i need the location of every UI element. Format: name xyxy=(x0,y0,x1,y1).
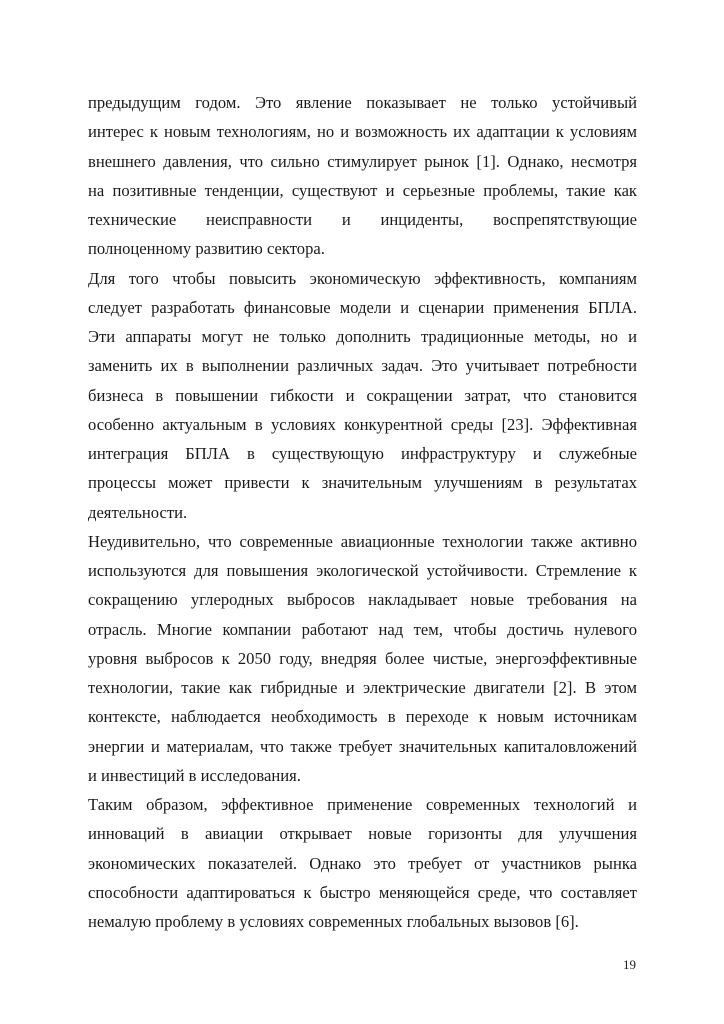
text-line: заменить их в выполнении различных задач. Это учитывает потребности xyxy=(88,356,637,376)
text-line: и инвестиций в исследования. xyxy=(88,765,301,785)
text-line: уровня выбросов к 2050 году, внедряя более чистые, энергоэффективные xyxy=(88,648,637,668)
text-line: интерес к новым технологиям, но и возможность их адаптации к условиям xyxy=(88,122,637,142)
text-line: экономических показателей. Однако это требует от участников рынка xyxy=(88,853,637,873)
text-line: отрасль. Многие компании работают над тем, чтобы достичь нулевого xyxy=(88,619,637,639)
text-line: инноваций в авиации открывает новые горизонты для улучшения xyxy=(88,824,637,844)
text-line: особенно актуальным в условиях конкурентной среды [23]. Эффективная xyxy=(88,414,637,434)
text-line: используются для повышения экологической устойчивости. Стремление к xyxy=(88,561,637,580)
text-line: процессы может привести к значительным улучшениям в результатах xyxy=(88,473,637,493)
text-line: Для того чтобы повысить экономическую эффективность, компаниям xyxy=(88,268,637,288)
text-line: технические неисправности и инциденты, воспрепятствующие xyxy=(88,210,637,229)
text-line: следует разработать финансовые модели и сценарии применения БПЛА. xyxy=(88,297,637,317)
page-number: 19 xyxy=(623,957,636,972)
text-line: немалую проблему в условиях современных глобальных вызовов [6]. xyxy=(88,912,579,931)
text-line: полноценному развитию сектора. xyxy=(88,239,325,259)
text-line: Неудивительно, что современные авиационные технологии также активно xyxy=(88,531,637,551)
text-line: способности адаптироваться к быстро меняющейся среде, что составляет xyxy=(88,882,637,902)
text-line: сокращению углеродных выбросов накладывает новые требования на xyxy=(88,590,637,610)
text-line: предыдущим годом. Это явление показывает не только устойчивый xyxy=(88,93,637,112)
text-line: внешнего давления, что сильно стимулирует рынок [1]. Однако, несмотря xyxy=(88,151,637,171)
text-line: деятельности. xyxy=(88,502,188,522)
text-line: Таким образом, эффективное применение современных технологий и xyxy=(88,795,637,814)
text-line: Эти аппараты могут не только дополнить традиционные методы, но и xyxy=(88,327,637,346)
text-line: на позитивные тенденции, существуют и серьезные проблемы, такие как xyxy=(88,180,637,200)
body-text xyxy=(88,88,637,936)
text-line: бизнеса в повышении гибкости и сокращении затрат, что становится xyxy=(88,385,637,405)
text-line: контексте, наблюдается необходимость в переходе к новым источникам xyxy=(88,707,637,727)
text-line: энергии и материалам, что также требует значительных капиталовложений xyxy=(88,736,637,756)
text-line: интеграция БПЛА в существующую инфраструктуру и служебные xyxy=(88,444,637,463)
text-line: технологии, такие как гибридные и электрические двигатели [2]. В этом xyxy=(88,678,637,697)
